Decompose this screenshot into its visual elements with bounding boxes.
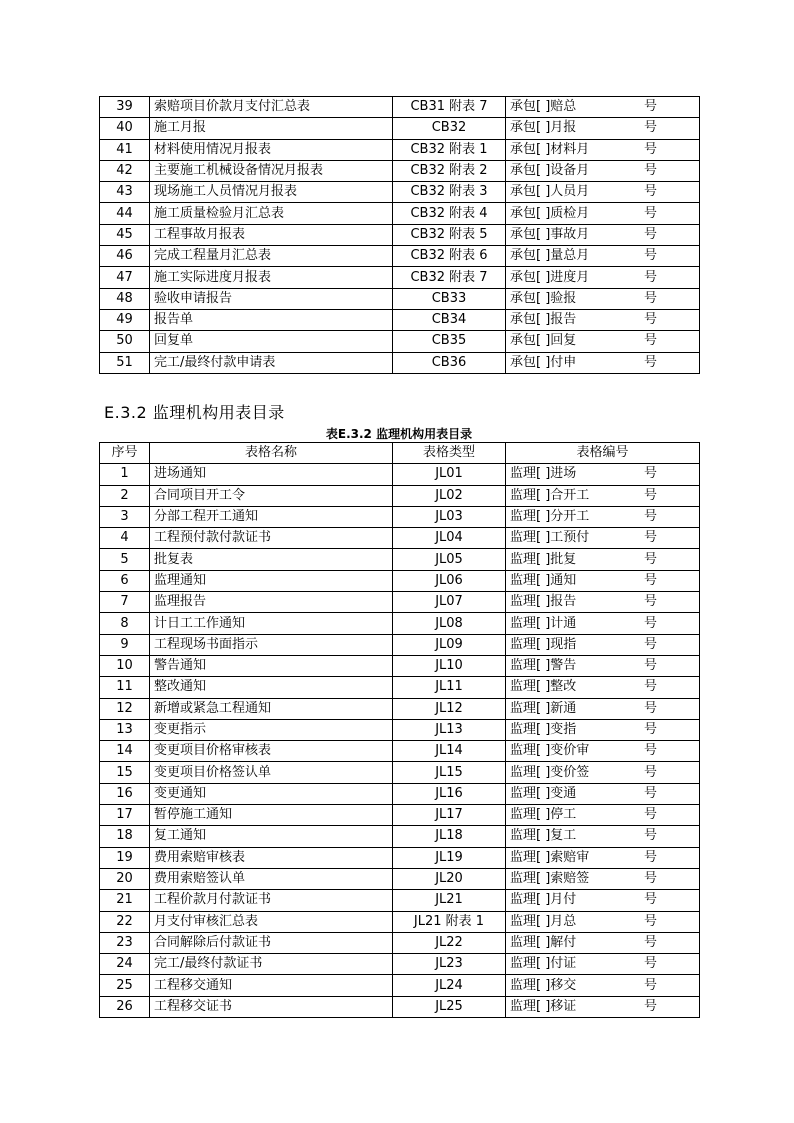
- form-code: [506, 655, 700, 676]
- form-code: [506, 954, 700, 975]
- header-type: 表格类型: [393, 443, 506, 464]
- form-type: JL21: [393, 890, 506, 911]
- form-code-prefix: 监理[ ]索赔签: [510, 871, 590, 887]
- form-code-prefix: 监理[ ]变价签: [510, 764, 590, 780]
- form-name: 变更指示: [150, 719, 393, 740]
- form-code-suffix: 号: [643, 934, 657, 950]
- form-code-suffix: 号: [643, 679, 657, 695]
- form-type: CB33: [393, 288, 506, 309]
- form-code: [506, 203, 700, 224]
- form-code: [506, 309, 700, 330]
- form-code-prefix: 承包[ ]进度月: [510, 269, 590, 285]
- form-type: JL22: [393, 932, 506, 953]
- form-type: JL08: [393, 613, 506, 634]
- form-code-suffix: 号: [643, 141, 657, 157]
- form-type: JL04: [393, 528, 506, 549]
- row-number: 3: [100, 506, 150, 527]
- form-name: 监理报告: [150, 592, 393, 613]
- form-code-prefix: 承包[ ]人员月: [510, 184, 590, 200]
- form-name: 警告通知: [150, 655, 393, 676]
- form-code-prefix: 承包[ ]付申: [510, 354, 577, 370]
- form-name: 新增或紧急工程通知: [150, 698, 393, 719]
- form-name: 变更项目价格签认单: [150, 762, 393, 783]
- form-name: 月支付审核汇总表: [150, 911, 393, 932]
- form-code: [506, 182, 700, 203]
- table-row: [100, 246, 700, 267]
- row-number: 16: [100, 783, 150, 804]
- form-code-prefix: 监理[ ]月付: [510, 892, 577, 908]
- form-code-suffix: 号: [643, 594, 657, 610]
- table-row: [100, 954, 700, 975]
- form-code: [506, 352, 700, 373]
- form-code: [506, 592, 700, 613]
- form-code: [506, 826, 700, 847]
- row-number: 6: [100, 570, 150, 591]
- table-row: [100, 485, 700, 506]
- form-code-prefix: 承包[ ]报告: [510, 312, 577, 328]
- form-code: [506, 868, 700, 889]
- form-type: JL03: [393, 506, 506, 527]
- form-code-suffix: 号: [643, 871, 657, 887]
- form-name: 整改通知: [150, 677, 393, 698]
- form-type: CB32 附表 2: [393, 160, 506, 181]
- row-number: 42: [100, 160, 150, 181]
- form-code: [506, 549, 700, 570]
- form-type: JL25: [393, 996, 506, 1017]
- form-name: 完成工程量月汇总表: [150, 246, 393, 267]
- row-number: 48: [100, 288, 150, 309]
- form-type: JL21 附表 1: [393, 911, 506, 932]
- form-code: [506, 160, 700, 181]
- form-code-suffix: 号: [643, 333, 657, 349]
- row-number: 7: [100, 592, 150, 613]
- form-code-prefix: 监理[ ]分开工: [510, 509, 590, 525]
- table-row: [100, 288, 700, 309]
- form-code-prefix: 承包[ ]回复: [510, 333, 577, 349]
- row-number: 44: [100, 203, 150, 224]
- table-row: [100, 613, 700, 634]
- form-code-suffix: 号: [643, 530, 657, 546]
- contractor-forms-table-continued: [99, 96, 700, 374]
- form-code-suffix: 号: [643, 163, 657, 179]
- form-name: 工程事故月报表: [150, 224, 393, 245]
- table-row: [100, 719, 700, 740]
- table-row: [100, 592, 700, 613]
- table-row: [100, 741, 700, 762]
- header-name: 表格名称: [150, 443, 393, 464]
- form-name: 主要施工机械设备情况月报表: [150, 160, 393, 181]
- form-type: CB35: [393, 331, 506, 352]
- form-code-suffix: 号: [643, 248, 657, 264]
- row-number: 18: [100, 826, 150, 847]
- table-row: [100, 97, 700, 118]
- table-row: [100, 634, 700, 655]
- form-code-prefix: 承包[ ]事故月: [510, 226, 590, 242]
- form-code-suffix: 号: [643, 205, 657, 221]
- row-number: 13: [100, 719, 150, 740]
- table-row: [100, 309, 700, 330]
- form-type: JL13: [393, 719, 506, 740]
- form-code-prefix: 监理[ ]移证: [510, 998, 577, 1014]
- form-code-prefix: 承包[ ]赔总: [510, 99, 577, 115]
- form-code-suffix: 号: [643, 354, 657, 370]
- table-row: [100, 506, 700, 527]
- row-number: 20: [100, 868, 150, 889]
- form-type: CB31 附表 7: [393, 97, 506, 118]
- form-code-prefix: 监理[ ]通知: [510, 572, 577, 588]
- table-row: [100, 826, 700, 847]
- table-row: [100, 975, 700, 996]
- form-type: CB32 附表 7: [393, 267, 506, 288]
- form-code: [506, 613, 700, 634]
- form-code-suffix: 号: [643, 290, 657, 306]
- table-row: [100, 528, 700, 549]
- form-type: CB32: [393, 118, 506, 139]
- form-code: [506, 975, 700, 996]
- form-code-suffix: 号: [643, 226, 657, 242]
- form-code: [506, 932, 700, 953]
- row-number: 23: [100, 932, 150, 953]
- form-code-suffix: 号: [643, 849, 657, 865]
- table-row: [100, 805, 700, 826]
- table-row: [100, 352, 700, 373]
- form-code-suffix: 号: [643, 998, 657, 1014]
- form-name: 索赔项目价款月支付汇总表: [150, 97, 393, 118]
- form-name: 回复单: [150, 331, 393, 352]
- form-name: 工程预付款付款证书: [150, 528, 393, 549]
- row-number: 51: [100, 352, 150, 373]
- supervision-forms-table: [99, 442, 700, 1018]
- form-code-prefix: 监理[ ]警告: [510, 658, 577, 674]
- form-code: [506, 847, 700, 868]
- form-type: JL05: [393, 549, 506, 570]
- form-code-suffix: 号: [643, 892, 657, 908]
- row-number: 26: [100, 996, 150, 1017]
- form-name: 分部工程开工通知: [150, 506, 393, 527]
- row-number: 45: [100, 224, 150, 245]
- table-caption: 表E.3.2 监理机构用表目录: [325, 427, 473, 441]
- table-row: [100, 549, 700, 570]
- form-code: [506, 698, 700, 719]
- form-name: 计日工工作通知: [150, 613, 393, 634]
- form-name: 施工月报: [150, 118, 393, 139]
- form-code-suffix: 号: [643, 700, 657, 716]
- form-code-prefix: 监理[ ]现指: [510, 636, 577, 652]
- row-number: 21: [100, 890, 150, 911]
- table-row: [100, 698, 700, 719]
- form-type: JL09: [393, 634, 506, 655]
- form-code: [506, 288, 700, 309]
- row-number: 2: [100, 485, 150, 506]
- form-code-suffix: 号: [643, 828, 657, 844]
- table-header-row: [100, 443, 700, 464]
- form-name: 完工/最终付款申请表: [150, 352, 393, 373]
- row-number: 22: [100, 911, 150, 932]
- form-code-suffix: 号: [643, 743, 657, 759]
- form-code-prefix: 监理[ ]复工: [510, 828, 577, 844]
- form-code-suffix: 号: [643, 807, 657, 823]
- form-name: 进场通知: [150, 464, 393, 485]
- form-code-suffix: 号: [643, 636, 657, 652]
- form-code-suffix: 号: [643, 615, 657, 631]
- form-name: 验收申请报告: [150, 288, 393, 309]
- form-code-prefix: 监理[ ]工预付: [510, 530, 590, 546]
- form-code: [506, 570, 700, 591]
- form-code-suffix: 号: [643, 913, 657, 929]
- table-row: [100, 762, 700, 783]
- form-name: 费用索赔签认单: [150, 868, 393, 889]
- form-code-prefix: 监理[ ]变价审: [510, 743, 590, 759]
- form-name: 合同项目开工令: [150, 485, 393, 506]
- row-number: 14: [100, 741, 150, 762]
- table-row: [100, 267, 700, 288]
- form-code-suffix: 号: [643, 466, 657, 482]
- header-code: 表格编号: [506, 443, 700, 464]
- form-name: 批复表: [150, 549, 393, 570]
- row-number: 12: [100, 698, 150, 719]
- form-type: JL06: [393, 570, 506, 591]
- row-number: 4: [100, 528, 150, 549]
- form-type: JL02: [393, 485, 506, 506]
- form-code-prefix: 监理[ ]变指: [510, 722, 577, 737]
- row-number: 24: [100, 954, 150, 975]
- form-code: [506, 719, 700, 740]
- row-number: 40: [100, 118, 150, 139]
- table-row: [100, 847, 700, 868]
- form-code: [506, 224, 700, 245]
- table-row: [100, 890, 700, 911]
- form-code: [506, 996, 700, 1017]
- row-number: 19: [100, 847, 150, 868]
- form-type: CB34: [393, 309, 506, 330]
- form-name: 工程现场书面指示: [150, 634, 393, 655]
- form-code-suffix: 号: [643, 269, 657, 285]
- form-name: 变更通知: [150, 783, 393, 804]
- form-code-suffix: 号: [643, 312, 657, 328]
- form-type: CB32 附表 6: [393, 246, 506, 267]
- form-code: [506, 506, 700, 527]
- row-number: 39: [100, 97, 150, 118]
- form-code-prefix: 监理[ ]月总: [510, 913, 577, 929]
- form-code-suffix: 号: [643, 572, 657, 588]
- form-name: 工程价款月付款证书: [150, 890, 393, 911]
- form-code-suffix: 号: [643, 785, 657, 801]
- row-number: 25: [100, 975, 150, 996]
- row-number: 11: [100, 677, 150, 698]
- form-code-prefix: 监理[ ]变通: [510, 785, 577, 801]
- form-code: [506, 139, 700, 160]
- form-type: CB32 附表 4: [393, 203, 506, 224]
- form-name: 施工实际进度月报表: [150, 267, 393, 288]
- form-name: 变更项目价格审核表: [150, 741, 393, 762]
- form-name: 工程移交通知: [150, 975, 393, 996]
- form-code-prefix: 监理[ ]报告: [510, 594, 577, 610]
- form-code: [506, 762, 700, 783]
- form-name: 报告单: [150, 309, 393, 330]
- form-name: 费用索赔审核表: [150, 847, 393, 868]
- table-row: [100, 203, 700, 224]
- form-code-suffix: 号: [643, 977, 657, 993]
- form-code-suffix: 号: [643, 764, 657, 780]
- form-type: CB36: [393, 352, 506, 373]
- form-code-suffix: 号: [643, 120, 657, 136]
- form-code-prefix: 监理[ ]移交: [510, 977, 577, 993]
- form-type: JL15: [393, 762, 506, 783]
- form-code: [506, 634, 700, 655]
- form-code: [506, 911, 700, 932]
- row-number: 9: [100, 634, 150, 655]
- form-code-prefix: 承包[ ]质检月: [510, 205, 590, 221]
- form-code-suffix: 号: [643, 658, 657, 674]
- row-number: 17: [100, 805, 150, 826]
- form-type: JL17: [393, 805, 506, 826]
- form-code: [506, 246, 700, 267]
- row-number: 47: [100, 267, 150, 288]
- table-row: [100, 783, 700, 804]
- form-code-prefix: 监理[ ]进场: [510, 466, 577, 482]
- row-number: 41: [100, 139, 150, 160]
- table-row: [100, 911, 700, 932]
- form-type: JL24: [393, 975, 506, 996]
- form-name: 现场施工人员情况月报表: [150, 182, 393, 203]
- form-type: JL07: [393, 592, 506, 613]
- form-code-suffix: 号: [643, 184, 657, 200]
- row-number: 1: [100, 464, 150, 485]
- form-code-prefix: 承包[ ]材料月: [510, 141, 590, 157]
- form-code-prefix: 监理[ ]停工: [510, 807, 577, 823]
- form-type: JL18: [393, 826, 506, 847]
- form-name: 完工/最终付款证书: [150, 954, 393, 975]
- form-type: JL23: [393, 954, 506, 975]
- form-code-suffix: 号: [643, 487, 657, 503]
- form-code-prefix: 监理[ ]合开工: [510, 487, 590, 503]
- row-number: 10: [100, 655, 150, 676]
- form-type: CB32 附表 5: [393, 224, 506, 245]
- form-code: [506, 97, 700, 118]
- form-code: [506, 267, 700, 288]
- form-type: JL10: [393, 655, 506, 676]
- form-name: 施工质量检验月汇总表: [150, 203, 393, 224]
- form-code-prefix: 承包[ ]量总月: [510, 248, 590, 264]
- form-code: [506, 890, 700, 911]
- table-row: [100, 224, 700, 245]
- form-code-prefix: 监理[ ]付证: [510, 956, 577, 972]
- section-heading: E.3.2 监理机构用表目录: [104, 403, 285, 422]
- table-row: [100, 868, 700, 889]
- form-name: 监理通知: [150, 570, 393, 591]
- form-code-prefix: 监理[ ]解付: [510, 934, 577, 950]
- form-name: 合同解除后付款证书: [150, 932, 393, 953]
- table-row: [100, 464, 700, 485]
- form-code: [506, 464, 700, 485]
- row-number: 15: [100, 762, 150, 783]
- form-code: [506, 677, 700, 698]
- table-row: [100, 331, 700, 352]
- row-number: 46: [100, 246, 150, 267]
- header-no: 序号: [100, 443, 150, 464]
- form-type: JL19: [393, 847, 506, 868]
- form-type: CB32 附表 1: [393, 139, 506, 160]
- form-code-prefix: 承包[ ]月报: [510, 120, 577, 136]
- form-name: 复工通知: [150, 826, 393, 847]
- form-type: JL01: [393, 464, 506, 485]
- form-type: JL20: [393, 868, 506, 889]
- form-name: 暂停施工通知: [150, 805, 393, 826]
- form-code: [506, 118, 700, 139]
- form-type: CB32 附表 3: [393, 182, 506, 203]
- form-code-suffix: 号: [643, 99, 657, 115]
- form-code-suffix: 号: [643, 551, 657, 567]
- table-row: [100, 996, 700, 1017]
- form-code: [506, 528, 700, 549]
- form-name: 材料使用情况月报表: [150, 139, 393, 160]
- form-code: [506, 805, 700, 826]
- form-code-suffix: 号: [643, 509, 657, 525]
- table-row: [100, 570, 700, 591]
- form-code-prefix: 监理[ ]批复: [510, 551, 577, 567]
- form-code-prefix: 监理[ ]索赔审: [510, 849, 590, 865]
- form-code-prefix: 监理[ ]新通: [510, 700, 577, 716]
- form-code-prefix: 承包[ ]验报: [510, 290, 577, 306]
- table-row: [100, 118, 700, 139]
- row-number: 49: [100, 309, 150, 330]
- form-code-suffix: 号: [643, 956, 657, 972]
- table-row: [100, 932, 700, 953]
- form-name: 工程移交证书: [150, 996, 393, 1017]
- row-number: 43: [100, 182, 150, 203]
- row-number: 5: [100, 549, 150, 570]
- form-code: [506, 331, 700, 352]
- table-row: [100, 139, 700, 160]
- form-type: JL16: [393, 783, 506, 804]
- form-code-prefix: 承包[ ]设备月: [510, 163, 590, 179]
- form-type: JL11: [393, 677, 506, 698]
- form-type: JL12: [393, 698, 506, 719]
- table-row: [100, 182, 700, 203]
- form-code: [506, 783, 700, 804]
- form-code-prefix: 监理[ ]整改: [510, 679, 577, 695]
- table-row: [100, 677, 700, 698]
- table-row: [100, 655, 700, 676]
- form-code: [506, 485, 700, 506]
- form-type: JL14: [393, 741, 506, 762]
- form-code: [506, 741, 700, 762]
- form-code-prefix: 监理[ ]计通: [510, 615, 577, 631]
- row-number: 50: [100, 331, 150, 352]
- form-code-suffix: 号: [643, 722, 657, 737]
- table-row: [100, 160, 700, 181]
- row-number: 8: [100, 613, 150, 634]
